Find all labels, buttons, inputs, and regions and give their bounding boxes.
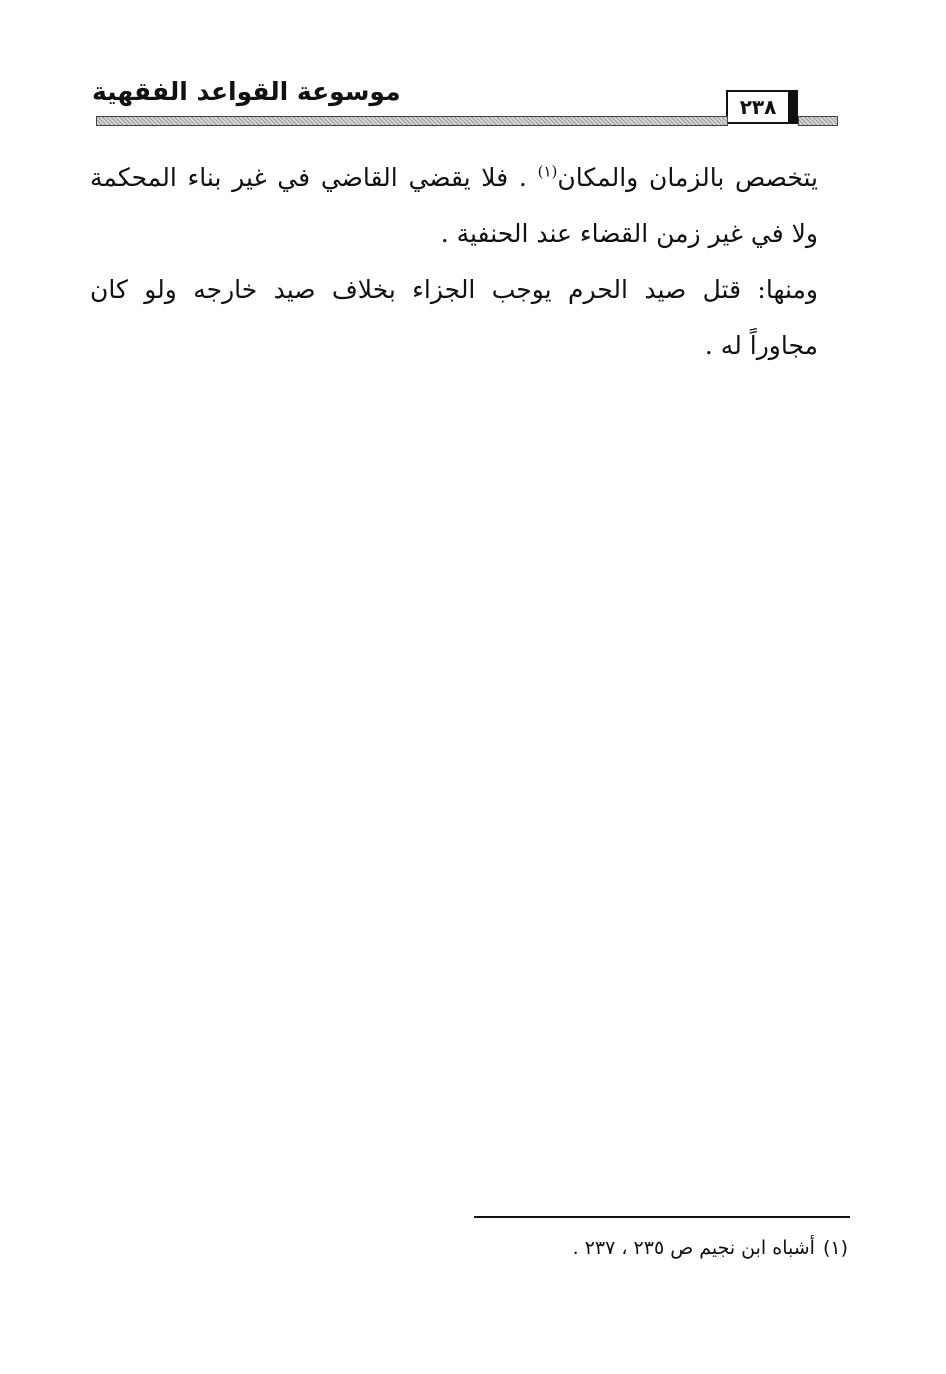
text-line: مجاوراً له . — [704, 331, 818, 360]
page-number: ٢٣٨ — [726, 90, 790, 124]
text-segment: . فلا يقضي القاضي في غير بناء المحكمة — [90, 163, 538, 192]
text-line: ولا في غير زمن القضاء عند الحنفية . — [440, 219, 818, 248]
footnote-text: أشباه ابن نجيم ص ٢٣٥ ، ٢٣٧ . — [572, 1237, 815, 1259]
header-rule — [96, 116, 728, 126]
footnote — [474, 1232, 848, 1264]
header-rule-end — [798, 116, 838, 126]
text-line — [90, 150, 818, 206]
footnote-reference[interactable]: (١) — [537, 162, 558, 181]
text-line: ومنها: قتل صيد الحرم يوجب الجزاء بخلاف صيد خارجه ولو كان — [90, 275, 818, 304]
footnote-separator — [474, 1216, 850, 1218]
running-header-title — [92, 74, 401, 110]
page-number-bar — [790, 90, 798, 124]
header-title-text: موسوعة القواعد الفقهية — [92, 77, 401, 106]
footnote-mark: (١) — [822, 1237, 848, 1259]
main-text — [90, 150, 818, 374]
text-segment: يتخصص بالزمان والمكان — [557, 163, 818, 192]
